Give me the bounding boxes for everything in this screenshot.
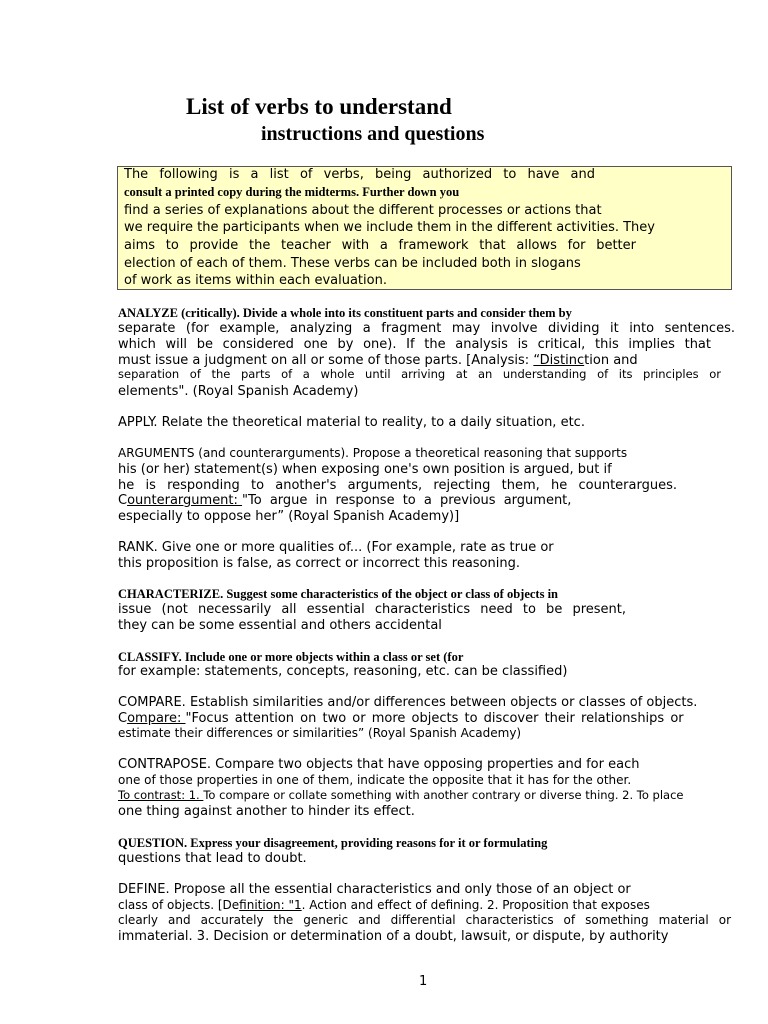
intro-line-6: election of each of them. These verbs can be included both in slogans: [124, 256, 581, 271]
intro-line-4: we require the participants when we include them in the different activities. They: [124, 220, 655, 235]
arguments-heading: ARGUMENTS (and counterarguments). Propose a theoretical reasoning that supports: [118, 446, 628, 460]
contrapose-line-2: one of those properties in one of them, indicate the opposite that it has for the other.: [118, 773, 632, 787]
analyze-line-6: elements". (Royal Spanish Academy): [118, 384, 359, 399]
contrapose-line-4: one thing against another to hinder its effect.: [118, 804, 415, 819]
page-number: 1: [419, 974, 428, 989]
analyze-line-4: must issue a judgment on all or some of those parts. [Analysis: “Distinction and: [118, 353, 638, 368]
intro-line-7: of work as items within each evaluation.: [124, 273, 387, 288]
question-line-2: questions that lead to doubt.: [118, 851, 307, 866]
rank-heading: RANK. Give one or more qualities of... (For example, rate as true or: [118, 540, 554, 555]
analyze-line-5: separation of the parts of a whole until arriving at an understanding of its principles or: [118, 367, 721, 381]
define-heading: DEFINE. Propose all the essential characteristics and only those of an object or: [118, 882, 631, 897]
arguments-line-4: Counterargument: "To argue in response to a previous argument,: [118, 493, 572, 508]
contrapose-heading: CONTRAPOSE. Compare two objects that have opposing properties and for each: [118, 757, 640, 772]
contrapose-line-3: To contrast: 1. To compare or collate something with another contrary or diverse thing. 2. To place: [118, 788, 684, 802]
intro-line-3: find a series of explanations about the different processes or actions that: [124, 203, 602, 218]
compare-line-3: estimate their differences or similarities” (Royal Spanish Academy): [118, 726, 522, 740]
page-title: List of verbs to understand: [186, 94, 452, 119]
define-line-3: clearly and accurately the generic and differential characteristics of something material or: [118, 913, 731, 927]
apply-paragraph: APPLY. Relate the theoretical material to reality, to a daily situation, etc.: [118, 415, 585, 430]
intro-line-5: aims to provide the teacher with a framework that allows for better: [124, 238, 636, 253]
analyze-line-2: separate (for example, analyzing a fragment may involve dividing it into sentences.: [118, 321, 735, 336]
define-line-2: class of objects. [Definition: "1. Action and effect of defining. 2. Proposition that exposes: [118, 898, 650, 912]
intro-line-1: The following is a list of verbs, being authorized to have and: [124, 167, 595, 182]
intro-line-2: consult a printed copy during the midterms. Further down you: [124, 185, 460, 199]
question-heading: QUESTION. Express your disagreement, providing reasons for it or formulating: [118, 836, 548, 850]
classify-line-2: for example: statements, concepts, reasoning, etc. can be classified): [118, 664, 568, 679]
arguments-line-2: his (or her) statement(s) when exposing one's own position is argued, but if: [118, 462, 612, 477]
define-line-4: immaterial. 3. Decision or determination of a doubt, lawsuit, or dispute, by authority: [118, 929, 669, 944]
analyze-line-3: which will be considered one by one). If the analysis is critical, this implies that: [118, 337, 711, 352]
arguments-line-5: especially to oppose her” (Royal Spanish Academy)]: [118, 509, 460, 524]
characterize-line-3: they can be some essential and others accidental: [118, 618, 442, 633]
compare-line-2: Compare: "Focus attention on two or more objects to discover their relationships or: [118, 711, 684, 726]
rank-line-2: this proposition is false, as correct or incorrect this reasoning.: [118, 556, 520, 571]
analyze-heading: ANALYZE (critically). Divide a whole into its constituent parts and consider them by: [118, 306, 572, 320]
page-subtitle: instructions and questions: [261, 123, 485, 145]
arguments-line-3: he is responding to another's arguments, rejecting them, he counterargues.: [118, 478, 677, 493]
characterize-line-2: issue (not necessarily all essential characteristics need to be present,: [118, 602, 626, 617]
compare-heading: COMPARE. Establish similarities and/or differences between objects or classes of objects.: [118, 695, 698, 710]
characterize-heading: CHARACTERIZE. Suggest some characteristics of the object or class of objects in: [118, 587, 558, 601]
classify-heading: CLASSIFY. Include one or more objects within a class or set (for: [118, 650, 464, 664]
